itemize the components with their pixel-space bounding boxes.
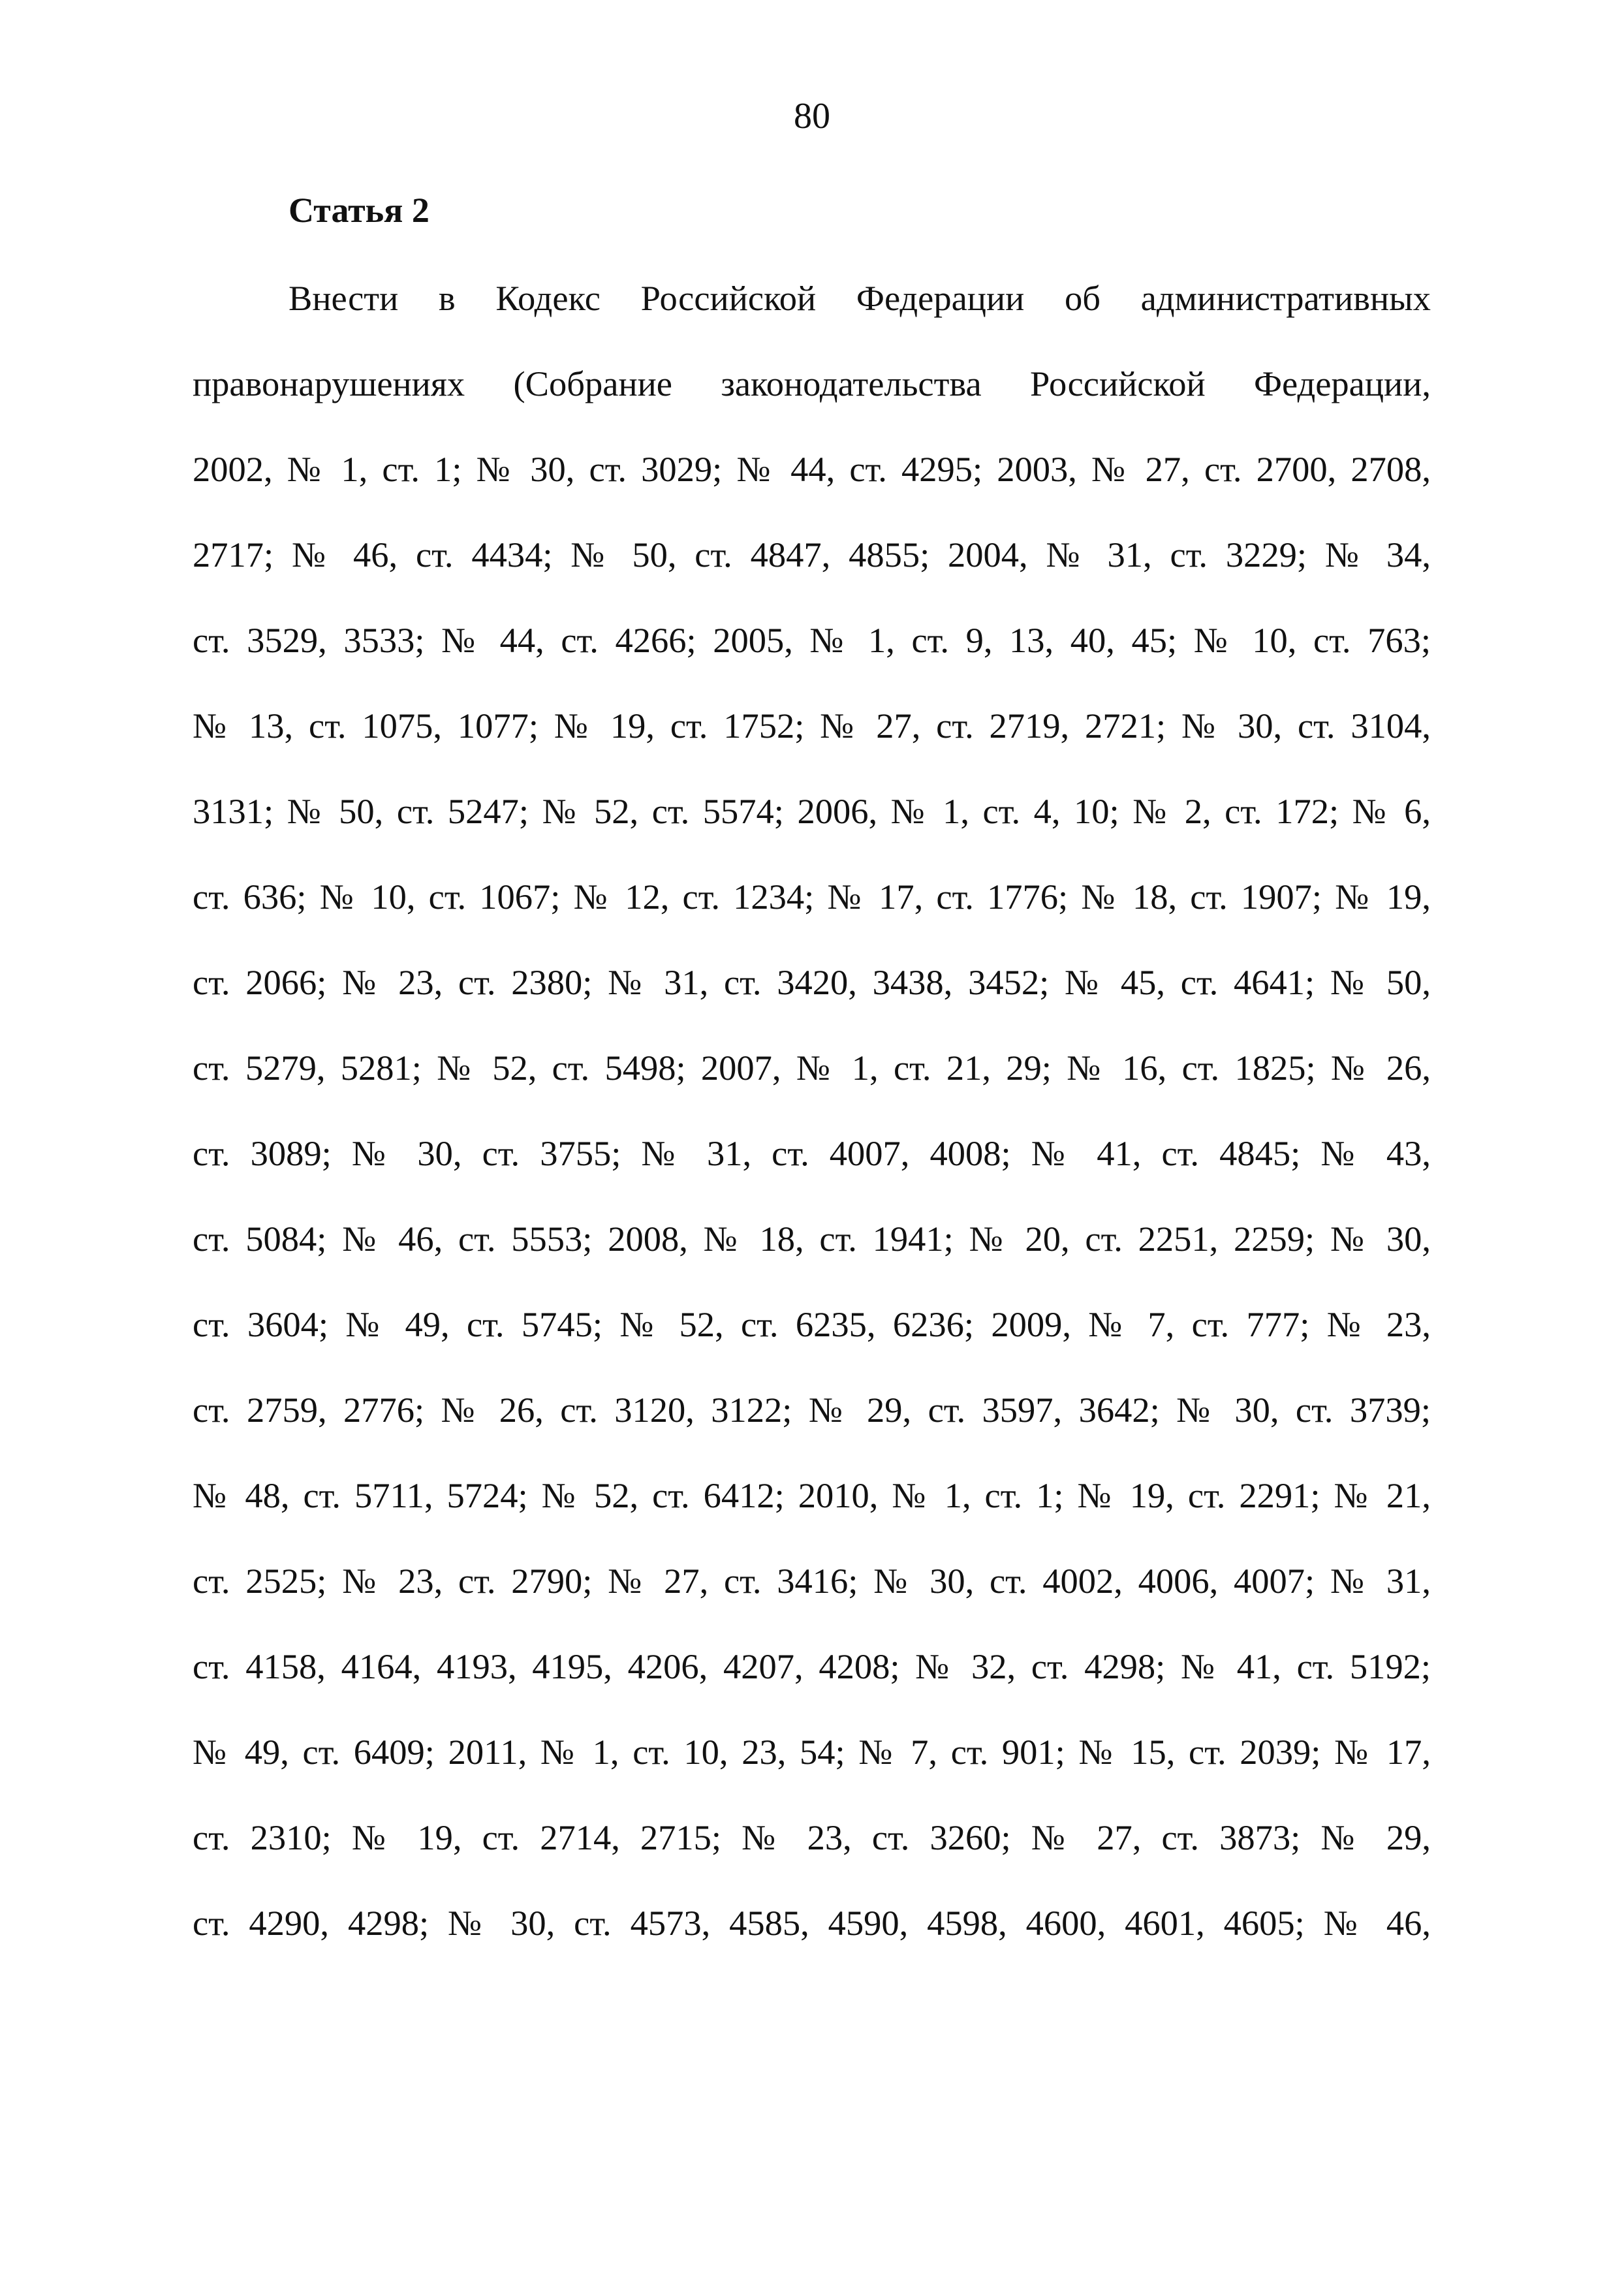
text-line: ст. 3089; № 30, ст. 3755; № 31, ст. 4007, 4008; № 41, ст. 4845; № 43, — [193, 1133, 1431, 1173]
text-line: ст. 636; № 10, ст. 1067; № 12, ст. 1234; № 17, ст. 1776; № 18, ст. 1907; № 19, — [193, 877, 1431, 917]
text-line: ст. 3604; № 49, ст. 5745; № 52, ст. 6235, 6236; 2009, № 7, ст. 777; № 23, — [193, 1304, 1431, 1344]
text-line: № 49, ст. 6409; 2011, № 1, ст. 10, 23, 54; № 7, ст. 901; № 15, ст. 2039; № 17, — [193, 1732, 1431, 1772]
text-line: ст. 2525; № 23, ст. 2790; № 27, ст. 3416; № 30, ст. 4002, 4006, 4007; № 31, — [193, 1561, 1431, 1601]
text-line: ст. 4158, 4164, 4193, 4195, 4206, 4207, 4208; № 32, ст. 4298; № 41, ст. 5192; — [193, 1646, 1431, 1686]
page-number: 80 — [794, 96, 830, 136]
text-line: 3131; № 50, ст. 5247; № 52, ст. 5574; 2006, № 1, ст. 4, 10; № 2, ст. 172; № 6, — [193, 791, 1431, 831]
text-line: 2002, № 1, ст. 1; № 30, ст. 3029; № 44, ст. 4295; 2003, № 27, ст. 2700, 2708, — [193, 449, 1431, 489]
text-line: ст. 3529, 3533; № 44, ст. 4266; 2005, № 1, ст. 9, 13, 40, 45; № 10, ст. 763; — [193, 620, 1431, 660]
text-line: ст. 2066; № 23, ст. 2380; № 31, ст. 3420, 3438, 3452; № 45, ст. 4641; № 50, — [193, 962, 1431, 1002]
text-line: правонарушениях (Собрание законодательства Российской Федерации, — [193, 364, 1431, 403]
text-line: ст. 2310; № 19, ст. 2714, 2715; № 23, ст. 3260; № 27, ст. 3873; № 29, — [193, 1817, 1431, 1857]
article-body — [193, 277, 1431, 1988]
text-line: № 13, ст. 1075, 1077; № 19, ст. 1752; № 27, ст. 2719, 2721; № 30, ст. 3104, — [193, 706, 1431, 746]
text-line: ст. 5084; № 46, ст. 5553; 2008, № 18, ст. 1941; № 20, ст. 2251, 2259; № 30, — [193, 1219, 1431, 1259]
text-line: № 48, ст. 5711, 5724; № 52, ст. 6412; 2010, № 1, ст. 1; № 19, ст. 2291; № 21, — [193, 1475, 1431, 1515]
article-heading: Статья 2 — [289, 191, 429, 230]
text-line: ст. 5279, 5281; № 52, ст. 5498; 2007, № 1, ст. 21, 29; № 16, ст. 1825; № 26, — [193, 1048, 1431, 1088]
text-line: ст. 2759, 2776; № 26, ст. 3120, 3122; № 29, ст. 3597, 3642; № 30, ст. 3739; — [193, 1390, 1431, 1430]
text-line: ст. 4290, 4298; № 30, ст. 4573, 4585, 4590, 4598, 4600, 4601, 4605; № 46, — [193, 1903, 1431, 1943]
text-line: 2717; № 46, ст. 4434; № 50, ст. 4847, 4855; 2004, № 31, ст. 3229; № 34, — [193, 535, 1431, 574]
text-line: Внести в Кодекс Российской Федерации об административных — [289, 278, 1431, 318]
